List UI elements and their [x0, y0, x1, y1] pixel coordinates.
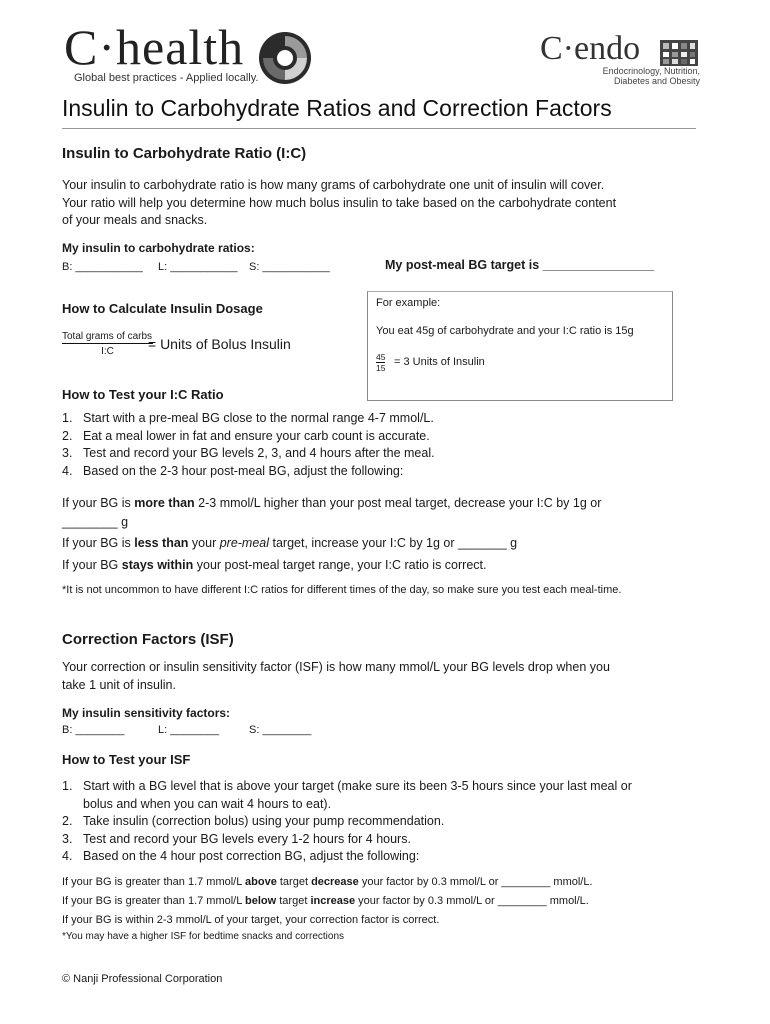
step-text: Based on the 4 hour post correction BG, adjust the following:: [83, 849, 420, 863]
step-number: 1.: [62, 779, 73, 793]
step-text: Eat a meal lower in fat and ensure your carb count is accurate.: [83, 428, 430, 443]
isf-rule-above: [62, 873, 682, 892]
isf-footnote: *You may have a higher ISF for bedtime snacks and corrections: [62, 931, 345, 942]
rule-blank-field[interactable]: ________ g: [62, 515, 129, 529]
post-meal-target-field[interactable]: My post-meal BG target is ________________: [385, 258, 654, 272]
correction-intro: [62, 659, 682, 694]
step-text: Take insulin (correction bolus) using your pump recommendation.: [83, 814, 445, 828]
rule-text: If your BG: [62, 558, 122, 572]
rule-emphasis: decrease: [311, 876, 359, 888]
example-result: = 3 Units of Insulin: [394, 356, 485, 368]
c-endo-grid-icon: [660, 40, 698, 66]
example-text: You eat 45g of carbohydrate and your I:C ratio is 15g: [376, 325, 634, 337]
c-endo-logo-text: C·endo: [540, 30, 641, 67]
c-health-swirl-icon: [257, 30, 313, 86]
ic-intro-line3: of your meals and snacks.: [62, 213, 208, 227]
ic-rule-more-than: [62, 494, 682, 532]
example-denominator: 15: [376, 363, 386, 373]
list-item: [62, 848, 662, 866]
c-health-logo: [64, 19, 324, 86]
rule-emphasis: above: [245, 876, 277, 888]
c-health-tagline: Global best practices - Applied locally.: [74, 72, 259, 84]
step-number: 3.: [62, 446, 73, 460]
rule-emphasis: increase: [310, 895, 356, 907]
list-item: [62, 463, 662, 481]
step-number: 2.: [62, 428, 73, 443]
rule-text: If your BG is: [62, 496, 135, 510]
ic-intro-line2: Your ratio will help you determine how much bolus insulin to take based on the carbohydrate content: [62, 195, 617, 210]
isf-rule-below: [62, 892, 682, 911]
step-number: 1.: [62, 411, 73, 425]
rule-emphasis: more than: [134, 496, 195, 510]
correction-heading: Correction Factors (ISF): [62, 631, 234, 648]
c-endo-tagline-line1: Endocrinology, Nutrition,: [602, 66, 700, 76]
correction-intro-line1: Your correction or insulin sensitivity factor (ISF) is how many mmol/L your BG levels drop when you: [62, 660, 610, 674]
page-title: Insulin to Carbohydrate Ratios and Correction Factors: [62, 95, 612, 121]
dosage-formula-fraction: [62, 331, 153, 357]
c-health-logo-text: C·health: [64, 19, 245, 75]
rule-text: target: [276, 895, 311, 907]
my-isf-label: My insulin sensitivity factors:: [62, 706, 231, 720]
copyright-footer: © Nanji Professional Corporation: [62, 973, 223, 985]
list-item: [62, 831, 662, 849]
c-endo-tagline-line2: Diabetes and Obesity: [613, 76, 700, 86]
c-endo-logo: [540, 30, 710, 92]
test-ic-heading: How to Test your I:C Ratio: [62, 387, 224, 402]
example-heading: For example:: [376, 297, 441, 309]
step-text: Based on the 2-3 hour post-meal BG, adjust the following:: [83, 463, 404, 478]
list-item: [62, 813, 662, 831]
step-text: Test and record your BG levels 2, 3, and 4 hours after the meal.: [83, 446, 435, 460]
isf-rules: [62, 873, 682, 930]
ratio-lunch-field[interactable]: L: ___________: [158, 261, 238, 273]
formula-denominator: I:C: [101, 346, 114, 357]
rule-text: If your BG is greater than 1.7 mmol/L: [62, 876, 246, 888]
rule-text: target: [276, 876, 312, 888]
ic-intro: [62, 177, 682, 230]
list-item: [62, 410, 662, 428]
step-text: Start with a pre-meal BG close to the normal range 4-7 mmol/L.: [83, 411, 434, 425]
isf-supper-field[interactable]: S: ________: [249, 724, 312, 736]
ratio-supper-field[interactable]: S: ___________: [249, 261, 330, 273]
rule-text: If your BG is greater than 1.7 mmol/L: [62, 895, 246, 907]
my-ratios-label: My insulin to carbohydrate ratios:: [62, 241, 255, 255]
rule-text: target, increase your I:C by 1g or _______ g: [269, 536, 518, 550]
step-text: Test and record your BG levels every 1-2 hours for 4 hours.: [83, 831, 411, 846]
example-fraction: [376, 352, 385, 373]
ic-rule-within: [62, 558, 486, 572]
isf-lunch-field[interactable]: L: ________: [158, 724, 220, 736]
example-box: [367, 291, 673, 401]
formula-result: = Units of Bolus Insulin: [148, 336, 291, 352]
list-item: [62, 445, 662, 463]
rule-text: your post-meal target range, your I:C ratio is correct.: [193, 558, 487, 572]
step-text: Start with a BG level that is above your target (make sure its been 3-5 hours since your last meal or bolus and when you can wait 4 hours to eat).: [83, 779, 632, 811]
rule-text: your factor by 0.3 mmol/L or ________ mmol/L.: [355, 895, 589, 907]
ic-intro-line1: Your insulin to carbohydrate ratio is how many grams of carbohydrate one unit of insulin will cover.: [62, 178, 605, 192]
ic-footnote: *It is not uncommon to have different I:C ratios for different times of the day, so make sure you test each meal-time.: [62, 584, 622, 596]
correction-intro-line2: take 1 unit of insulin.: [62, 677, 176, 692]
rule-emphasis: below: [245, 895, 277, 907]
step-number: 3.: [62, 831, 73, 846]
ratio-breakfast-field[interactable]: B: ___________: [62, 261, 143, 273]
rule-emphasis: stays within: [121, 558, 194, 572]
test-ic-steps: [62, 410, 662, 480]
calc-heading: How to Calculate Insulin Dosage: [62, 301, 263, 316]
test-isf-steps: [62, 778, 662, 866]
rule-text: your: [188, 536, 220, 550]
formula-numerator: Total grams of carbs: [62, 331, 153, 342]
isf-rule-within: If your BG is within 2-3 mmol/L of your target, your correction factor is correct.: [62, 914, 440, 926]
step-number: 2.: [62, 814, 73, 828]
c-endo-tagline: [603, 66, 700, 86]
list-item: [62, 778, 662, 813]
example-numerator: 45: [376, 352, 386, 362]
rule-emphasis: less than: [134, 536, 189, 550]
title-divider: [62, 128, 696, 129]
rule-italic: pre-meal: [219, 536, 270, 550]
rule-text: If your BG is: [62, 536, 135, 550]
rule-text: 2-3 mmol/L higher than your post meal target, decrease your I:C by 1g or: [194, 496, 602, 510]
isf-breakfast-field[interactable]: B: ________: [62, 724, 125, 736]
ic-heading: Insulin to Carbohydrate Ratio (I:C): [62, 145, 307, 162]
ic-rule-less-than: [62, 536, 517, 550]
list-item: [62, 428, 662, 446]
step-number: 4.: [62, 463, 73, 478]
step-number: 4.: [62, 849, 73, 863]
test-isf-heading: How to Test your ISF: [62, 752, 191, 767]
rule-text: your factor by 0.3 mmol/L or ________ mmol/L.: [358, 876, 593, 888]
